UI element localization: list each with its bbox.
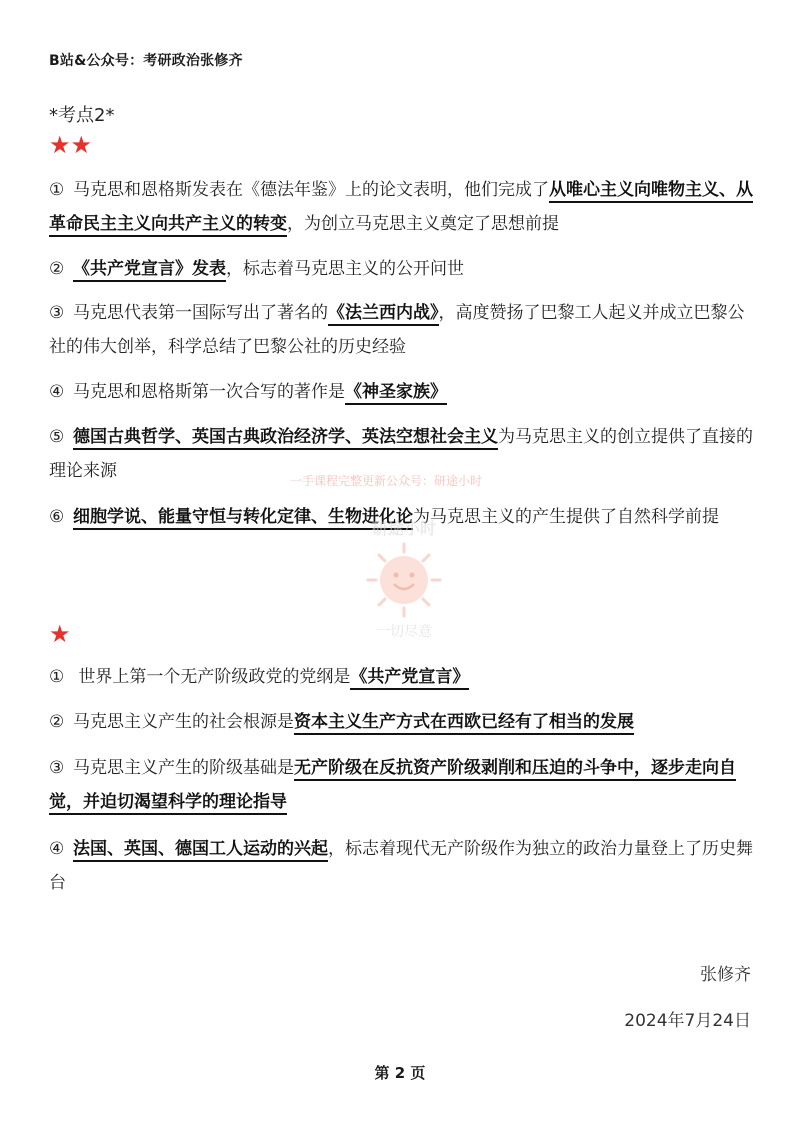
key-point-text: 法国、英国、德国工人运动的兴起	[73, 839, 328, 862]
list-item	[49, 705, 755, 739]
key-point-text: 《神圣家族》	[345, 382, 447, 405]
item-number: ③	[49, 758, 65, 778]
item-number: ④	[49, 382, 65, 402]
body-text: 马克思主义产生的社会根源是	[73, 712, 294, 732]
body-text: ，标志着现代无产阶级作为独立的政治力量登上了历史舞台	[49, 839, 753, 893]
item-number: ②	[49, 712, 65, 732]
key-point-text: 从唯心主义向唯物主义、从革命民主主义向共产主义的转变	[49, 180, 753, 237]
watermark-brand: 研途小时	[371, 520, 437, 538]
item-number: ①	[49, 667, 65, 687]
key-point-text: 《共产党宣言》发表	[73, 259, 226, 282]
body-text: 马克思代表第一国际写出了著名的	[73, 303, 328, 323]
watermark-sun-logo	[344, 520, 464, 640]
item-number: ⑤	[49, 427, 65, 447]
key-point-text: 德国古典哲学、英国古典政治经济学、英法空想社会主义	[73, 427, 498, 450]
body-text: 马克思和恩格斯第一次合写的著作是	[73, 382, 345, 402]
body-text: ，为创立马克思主义奠定了思想前提	[287, 214, 559, 234]
item-number: ①	[49, 180, 65, 200]
body-text: ，标志着马克思主义的公开问世	[226, 259, 464, 279]
key-point-text: 无产阶级在反抗资产阶级剥削和压迫的斗争中，逐步走向自觉，并迫切渴望科学的理论指导	[49, 758, 736, 815]
body-text: ，高度赞扬了巴黎工人起义并成立巴黎公社的伟大创举，科学总结了巴黎公社的历史经验	[49, 303, 745, 357]
list-item	[49, 252, 755, 286]
list-item	[49, 660, 755, 694]
key-point-text: 细胞学说、能量守恒与转化定律、生物进化论	[73, 507, 413, 530]
item-number: ⑥	[49, 507, 65, 527]
page-header: B站&公众号：考研政治张修齐	[49, 53, 243, 69]
body-text: 为马克思主义的创立提供了直接的理论来源	[49, 427, 753, 481]
star-rating-one: ★	[49, 620, 71, 648]
body-text: 马克思和恩格斯发表在《德法年鉴》上的论文表明，他们完成了	[73, 180, 549, 200]
section-label: *考点2*	[49, 105, 115, 126]
item-number: ②	[49, 259, 65, 279]
key-point-text: 《法兰西内战》	[328, 303, 439, 326]
author-signature: 张修齐	[700, 965, 751, 985]
list-item	[49, 751, 755, 819]
watermark-motto: 一切尽意	[376, 624, 432, 640]
document-date: 2024年7月24日	[624, 1011, 751, 1031]
star-rating-two: ★★	[49, 131, 93, 159]
body-text: 马克思主义产生的阶级基础是	[73, 758, 294, 778]
list-item	[49, 832, 755, 900]
page-number: 第 2 页	[374, 1064, 426, 1082]
item-number: ③	[49, 303, 65, 323]
key-point-text: 资本主义生产方式在西欧已经有了相当的发展	[294, 712, 634, 735]
watermark-text: 一手课程完整更新公众号：研途小时	[290, 474, 483, 488]
item-number: ④	[49, 839, 65, 859]
list-item	[49, 375, 755, 409]
body-text: 为马克思主义的产生提供了自然科学前提	[413, 507, 719, 527]
key-point-text: 《共产党宣言》	[350, 667, 469, 690]
body-text: 世界上第一个无产阶级政党的党纲是	[73, 667, 351, 687]
list-item	[49, 296, 755, 364]
list-item	[49, 173, 755, 241]
